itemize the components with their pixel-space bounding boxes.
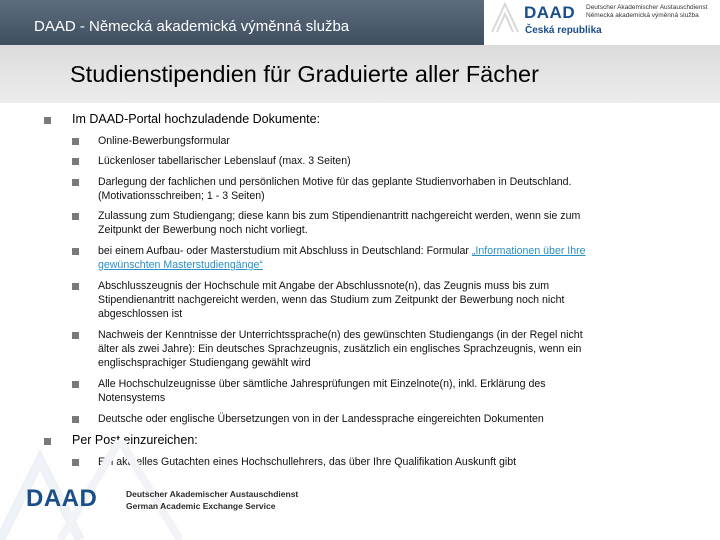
- list-item: [98, 244, 658, 272]
- bullet-square-icon: [72, 416, 79, 423]
- list-item-text: (Motivationsschreiben; 1 - 3 Seiten): [98, 190, 265, 202]
- list-item: [98, 209, 658, 237]
- header-title: DAAD - Německá akademická výměnná služba: [34, 18, 350, 35]
- bullet-square-icon: [72, 158, 79, 165]
- header-logo: [484, 0, 720, 45]
- daad-watermark-icon: [0, 440, 720, 540]
- header-bar: [0, 0, 484, 45]
- list-item-text: abgeschlossen ist: [98, 308, 183, 320]
- slide-title: Studienstipendien für Graduierte aller Fächer: [70, 61, 539, 87]
- list-item-text: Deutsche oder englische Übersetzungen von in der Landessprache eingereichten Dokumenten: [98, 413, 544, 425]
- bullet-square-icon: [72, 248, 79, 255]
- list-item: [98, 377, 658, 405]
- logo-subtitle-cz: Německá akademická výměnná služba: [586, 12, 699, 19]
- footer-text-en: German Academic Exchange Service: [126, 501, 276, 511]
- list-item-text-prefix: bei einem Aufbau- oder Masterstudium mit Abschluss in Deutschland: Formular: [98, 245, 472, 257]
- bullet-square-icon: [72, 179, 79, 186]
- list-item-text: älter als zwei Jahre): Ein deutsches Sprachzeugnis, zusätzlich ein englisches Sprachzeugnis, wenn ein: [98, 343, 582, 355]
- list-item: [98, 328, 658, 370]
- bullet-square-icon: [72, 213, 79, 220]
- list-item: [98, 175, 658, 203]
- bullet-square-icon: [72, 283, 79, 290]
- logo-subtitle-de: Deutscher Akademischer Austauschdienst: [586, 4, 708, 11]
- logo-subtitle: [586, 4, 707, 20]
- list-item-text: Online-Bewerbungsformular: [98, 135, 230, 147]
- bullet-square-icon: [72, 332, 79, 339]
- list-item-text: Abschlusszeugnis der Hochschule mit Angabe der Abschlussnote(n), das Zeugnis muss bis zum: [98, 280, 550, 292]
- logo-country: Česká republika: [525, 25, 602, 36]
- list-item: [98, 279, 658, 321]
- masterstudiengaenge-link[interactable]: gewünschten Masterstudiengänge“: [98, 259, 263, 271]
- list-item-text: Darlegung der fachlichen und persönlichen Motive für das geplante Studienvorhaben in Deutschland.: [98, 176, 572, 188]
- bullet-square-icon: [72, 381, 79, 388]
- section-heading-upload: Im DAAD-Portal hochzuladende Dokumente:: [72, 112, 321, 126]
- list-item-text: Zulassung zum Studiengang; diese kann bis zum Stipendienantritt nachgereicht werden, wenn sie zum: [98, 210, 581, 222]
- list-item-text: [98, 244, 658, 258]
- footer-logo: DAAD: [26, 485, 98, 512]
- list-item-text: Nachweis der Kenntnisse der Unterrichtssprache(n) des gewünschten Studiengangs (in der Regel nicht: [98, 329, 583, 341]
- list-item-text: Zeitpunkt der Bewerbung noch nicht vorliegt.: [98, 224, 308, 236]
- list-item: [98, 154, 658, 168]
- section-heading-post: Per Post einzureichen:: [72, 433, 198, 447]
- bullet-square-icon: [44, 117, 51, 124]
- list-item-text: Lückenloser tabellarischer Lebenslauf (max. 3 Seiten): [98, 155, 351, 167]
- list-item-text: Alle Hochschulzeugnisse über sämtliche Jahresprüfungen mit Einzelnote(n), inkl. Erklärung des: [98, 378, 546, 390]
- list-item-text: englischsprachiger Studiengang gewählt wird: [98, 357, 311, 369]
- bullet-square-icon: [72, 138, 79, 145]
- footer-text-de: Deutscher Akademischer Austauschdienst: [126, 489, 299, 499]
- list-item: [98, 134, 658, 148]
- daad-emblem-icon: [490, 2, 520, 34]
- list-item-text: Notensystems: [98, 392, 166, 404]
- list-item-text: Ein aktuelles Gutachten eines Hochschullehrers, das über Ihre Qualifikation Auskunft gibt: [98, 456, 517, 468]
- list-item: [98, 412, 658, 426]
- masterstudiengaenge-link[interactable]: „Informationen über Ihre: [471, 245, 586, 257]
- list-item-text: Stipendienantritt nachgereicht werden, wenn das Studium zum Zeitpunkt der Bewerbung noch nicht: [98, 294, 565, 306]
- logo-daad-text: DAAD: [524, 3, 576, 22]
